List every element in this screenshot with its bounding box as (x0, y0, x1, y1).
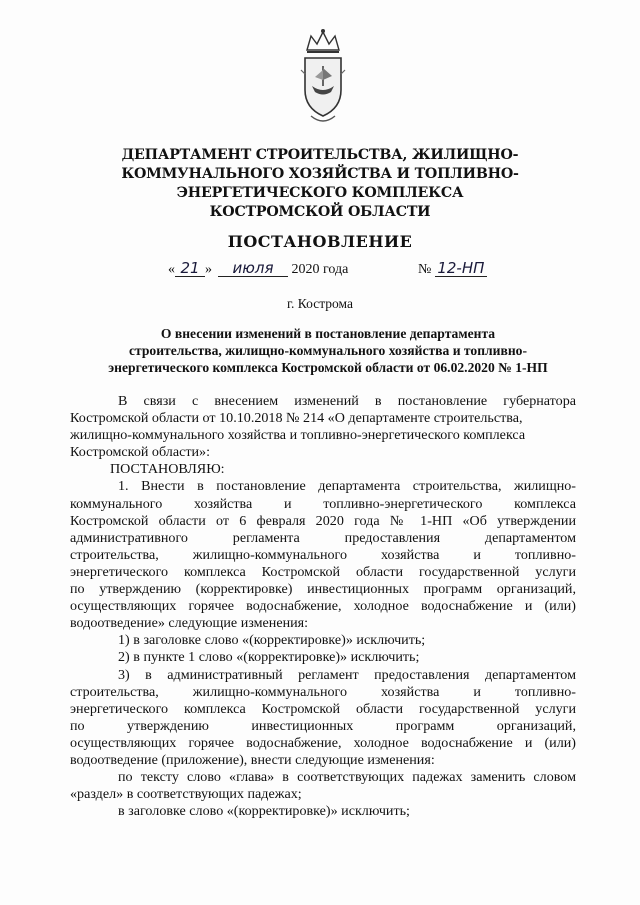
item1-line: энергетического комплекса Костромской области государственной услуги (70, 563, 576, 580)
decree-subject (78, 325, 578, 376)
item1-line: коммунального хозяйства и топливно-энергетического комплекса (70, 495, 576, 512)
subject-line: энергетического комплекса Костромской области от 06.02.2020 № 1-НП (108, 360, 548, 375)
date-close-quote: » (205, 262, 212, 277)
city-name: г. Кострома (287, 296, 353, 311)
department-line: ЭНЕРГЕТИЧЕСКОГО КОМПЛЕКСА (176, 185, 464, 201)
decree-word: ПОСТАНОВЛЯЮ: (110, 461, 225, 478)
item1-line: осуществляющих горячее водоснабжение, холодное водоснабжение и (или) (70, 598, 576, 615)
subitem3-line: водоотведение (приложение), внести следующие изменения: (70, 751, 435, 768)
item1-line: административного регламента предоставления департаментом (70, 529, 576, 546)
decree-number (418, 260, 487, 278)
date-month-handwritten: июля (218, 260, 288, 277)
subitem-2: 2) в пункте 1 слово «(корректировке)» исключить; (118, 649, 420, 666)
date-year: 2020 года (291, 262, 349, 277)
intro-line: Костромской области от 10.10.2018 № 214 «О департаменте строительства, (70, 410, 523, 427)
decree-body (70, 393, 576, 820)
item1-line: Костромской области от 6 февраля 2020 года № 1-НП «Об утверждении (70, 512, 576, 529)
department-name (95, 146, 545, 222)
intro-line: Костромской области»: (70, 444, 211, 461)
department-line: ДЕПАРТАМЕНТ СТРОИТЕЛЬСТВА, ЖИЛИЩНО- (121, 147, 519, 163)
kostroma-coat-of-arms-icon (297, 28, 349, 128)
item1-line: по утверждению (корректировке) инвестиционных программ организаций, (70, 581, 576, 598)
subject-line: О внесении изменений в постановление департамента (160, 326, 496, 341)
intro-line: В связи с внесением изменений в постановление губернатора (118, 393, 576, 409)
subitem3-line: 3) в административный регламент предоставления департаментом (118, 666, 576, 683)
decree-date (168, 260, 348, 278)
item1-line: водоотведение» следующие изменения: (70, 615, 309, 632)
subitem3-line: осуществляющих горячее водоснабжение, холодное водоснабжение и (или) (70, 734, 576, 751)
subject-line: строительства, жилищно-коммунального хозяйства и топливно- (128, 343, 528, 358)
department-line: КОММУНАЛЬНОГО ХОЗЯЙСТВА И ТОПЛИВНО- (121, 166, 519, 182)
subitem3-line: строительства, жилищно-коммунального хозяйства и топливно- (70, 683, 576, 700)
number-handwritten: 12-НП (435, 260, 487, 277)
subitem3-line: по утверждению инвестиционных программ организаций, (70, 717, 576, 734)
number-prefix: № (418, 262, 432, 277)
item1-line: 1. Внести в постановление департамента строительства, жилищно- (118, 478, 576, 495)
date-open-quote: « (168, 262, 175, 277)
intro-line: жилищно-коммунального хозяйства и топливно-энергетического комплекса (70, 427, 526, 444)
change1-line: по тексту слово «глава» в соответствующих падежах заменить словом (118, 769, 576, 786)
department-line: КОСТРОМСКОЙ ОБЛАСТИ (209, 204, 431, 220)
change1-line: «раздел» в соответствующих падежах; (70, 786, 302, 803)
subitem3-line: энергетического комплекса Костромской области государственной услуги (70, 700, 576, 717)
document-type-title: ПОСТАНОВЛЕНИЕ (227, 232, 413, 251)
date-day-handwritten: 21 (175, 260, 205, 277)
item1-line: строительства, жилищно-коммунального хозяйства и топливно- (70, 546, 576, 563)
subitem-1: 1) в заголовке слово «(корректировке)» исключить; (118, 632, 426, 649)
change2-line: в заголовке слово «(корректировке)» исключить; (118, 803, 410, 820)
